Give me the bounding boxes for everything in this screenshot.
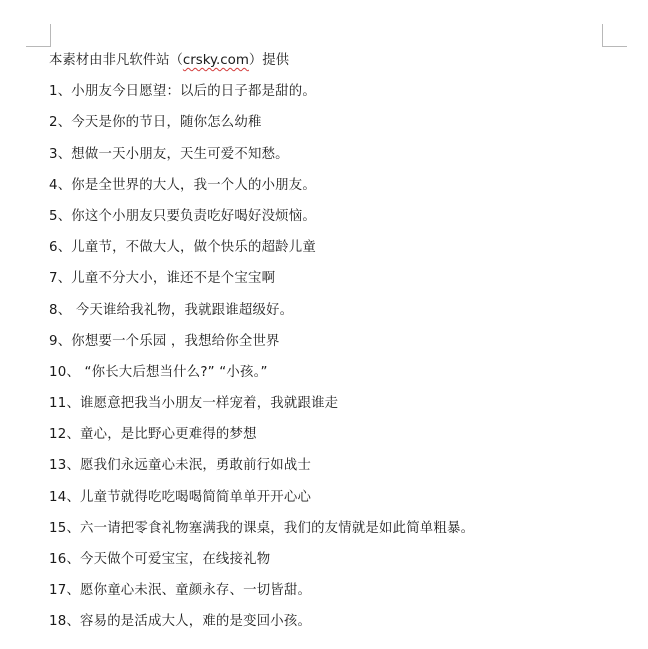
list-item: 14、儿童节就得吃吃喝喝简简单单开开心心: [49, 489, 312, 505]
list-item: 6、儿童节，不做大人，做个快乐的超龄儿童: [49, 240, 316, 256]
list-item: 18、容易的是活成大人，难的是变回小孩。: [49, 614, 312, 630]
list-item: 8、 今天谁给我礼物，我就跟谁超级好。: [49, 302, 294, 318]
list-item: 7、儿童不分大小，谁还不是个宝宝啊: [49, 271, 276, 287]
list-item: 16、今天做个可爱宝宝，在线接礼物: [49, 552, 271, 567]
margin-corner-top-right: [602, 24, 627, 47]
list-item: 17、愿你童心未泯、童颜永存、一切皆甜。: [49, 583, 312, 599]
list-item: 5、你这个小朋友只要负责吃好喝好没烦恼。: [49, 208, 316, 224]
source-credit-line: [49, 50, 629, 81]
source-credit-site: crsky.com: [182, 53, 249, 68]
list-item: 11、谁愿意把我当小朋友一样宠着，我就跟谁走: [49, 396, 339, 412]
source-credit-suffix: ）提供: [248, 53, 290, 68]
document-body[interactable]: [49, 50, 629, 643]
list-item: 10、 “你长大后想当什么?” “小孩。”: [49, 364, 268, 380]
list-item: 2、今天是你的节日，随你怎么幼稚: [49, 115, 262, 131]
list-item: 1、小朋友今日愿望：以后的日子都是甜的。: [49, 84, 316, 100]
list-item: 4、你是全世界的大人，我一个人的小朋友。: [49, 177, 316, 193]
source-credit-prefix: 本素材由非凡软件站（: [49, 53, 183, 68]
list-item: 15、六一请把零食礼物塞满我的课桌，我们的友情就是如此简单粗暴。: [49, 520, 475, 536]
list-item: 13、愿我们永远童心未泯，勇敢前行如战士: [49, 458, 312, 474]
list-item: 9、你想要一个乐园 ，我想给你全世界: [49, 333, 280, 349]
margin-corner-top-left: [26, 24, 51, 47]
list-item: 12、童心，是比野心更难得的梦想: [49, 427, 257, 443]
list-item: 3、想做一天小朋友，天生可爱不知愁。: [49, 146, 289, 162]
